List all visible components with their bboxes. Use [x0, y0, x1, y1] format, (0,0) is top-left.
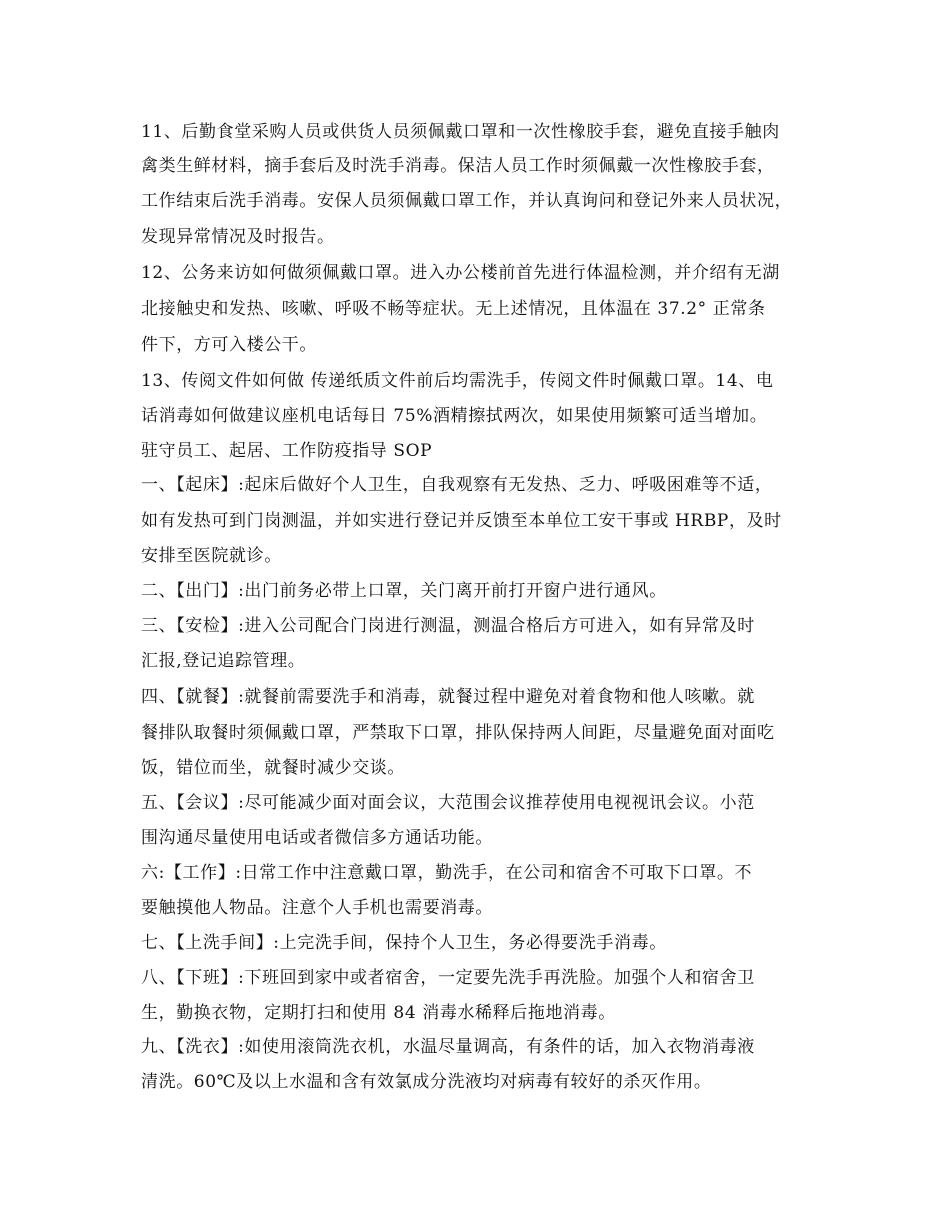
- text-line: 三、【安检】:进入公司配合门岗进行测温，测温合格后方可进入，如有异常及时: [141, 616, 755, 636]
- text-line: 禽类生鲜材料，摘手套后及时洗手消毒。保洁人员工作时须佩戴一次性橡胶手套，: [141, 156, 775, 176]
- text-line: 12、公务来访如何做须佩戴口罩。进入办公楼前首先进行体温检测，并介绍有无湖: [141, 263, 780, 283]
- text-line: 七、【上洗手间】:上完洗手间，保持个人卫生，务必得要洗手消毒。: [141, 933, 667, 953]
- text-line: 13、传阅文件如何做 传递纸质文件前后均需洗手，传阅文件时佩戴口罩。14、电: [141, 371, 774, 391]
- text-line: 饭，错位而坐，就餐时减少交谈。: [141, 758, 405, 778]
- text-line: 九、【洗衣】:如使用滚筒洗衣机，水温尽量调高，有条件的话，加入衣物消毒液: [141, 1037, 755, 1057]
- text-line: 如有发热可到门岗测温，并如实进行登记并反馈至本单位工安干事或 HRBP，及时: [141, 511, 782, 531]
- text-line: 件下，方可入楼公干。: [141, 335, 317, 355]
- text-line: 工作结束后洗手消毒。安保人员须佩戴口罩工作，并认真询问和登记外来人员状况，: [141, 191, 793, 211]
- text-line: 清洗。60℃及以上水温和含有效氯成分洗液均对病毒有较好的杀灭作用。: [141, 1072, 712, 1092]
- text-line: 八、【下班】:下班回到家中或者宿舍，一定要先洗手再洗脸。加强个人和宿舍卫: [141, 968, 755, 988]
- text-line: 生，勤换衣物，定期打扫和使用 84 消毒水稀释后拖地消毒。: [141, 1003, 616, 1023]
- text-line: 北接触史和发热、咳嗽、呼吸不畅等症状。无上述情况，且体温在 37.2° 正常条: [141, 299, 766, 319]
- text-line: 发现异常情况及时报告。: [141, 227, 335, 247]
- text-line: 话消毒如何做建议座机电话每日 75%酒精擦拭两次，如果使用频繁可适当增加。: [141, 406, 768, 426]
- text-line: 餐排队取餐时须佩戴口罩，严禁取下口罩，排队保持两人间距，尽量避免面对面吃: [141, 723, 775, 743]
- text-line: 围沟通尽量使用电话或者微信多方通话功能。: [141, 828, 493, 848]
- text-line: 二、【出门】:出门前务必带上口罩，关门离开前打开窗户进行通风。: [141, 581, 667, 601]
- text-line: 驻守员工、起居、工作防疫指导 SOP: [141, 441, 433, 461]
- text-line: 汇报,登记追踪管理。: [141, 651, 306, 671]
- text-line: 11、后勤食堂采购人员或供货人员须佩戴口罩和一次性橡胶手套，避免直接手触肉: [141, 122, 780, 142]
- text-line: 要触摸他人物品。注意个人手机也需要消毒。: [141, 898, 493, 918]
- text-line: 六:【工作】:日常工作中注意戴口罩，勤洗手，在公司和宿舍不可取下口罩。不: [141, 863, 753, 883]
- text-line: 五、【会议】:尽可能减少面对面会议，大范围会议推荐使用电视视讯会议。小范: [141, 793, 755, 813]
- text-line: 一、【起床】:起床后做好个人卫生，自我观察有无发热、乏力、呼吸困难等不适，: [141, 475, 773, 495]
- text-line: 四、【就餐】:就餐前需要洗手和消毒，就餐过程中避免对着食物和他人咳嗽。就: [141, 687, 755, 707]
- text-line: 安排至医院就诊。: [141, 546, 282, 566]
